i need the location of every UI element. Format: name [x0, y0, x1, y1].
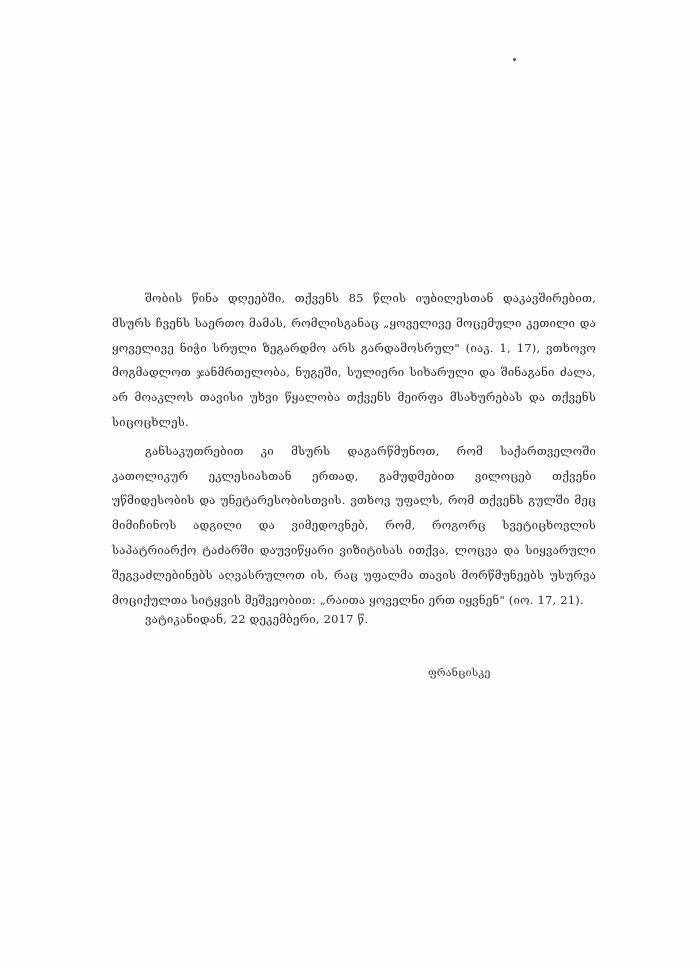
- paper-speck: [513, 58, 516, 61]
- letter-paragraph-1: შობის წინა დღეებში, თქვენს 85 წლის იუბილესთან დაკავშირებით, მსურს ჩვენს საერთო მამას, რომლისგანაც „ყოველივე მოცემული კეთილი და ყოველივე ნიჭი სრული ზეგარდმო არს გარდამოსრულ" (იაკ. 1, 17), ვთხოვო მოგმადლოთ ჯანმრთელობა, ნუგეში, სულიერი სიხარული და შინაგანი ძალა, არ მოაკლოს თავისი უხვი წყალობა თქვენს მეირფა მსახურებას და თქვენს სიცოცხლეს.: [112, 291, 596, 429]
- letter-signature: ფრანცისკე: [428, 667, 491, 679]
- letter-paragraph-2: განსაკუთრებით კი მსურს დაგარწმუნოთ, რომ საქართველოში კათოლიკურ ეკლესიასთან ერთად, გამუდმებით ვილოცებ თქვენი უწმიდესობის და უნეტარესობისთვის. ვთხოვ უფალს, რომ თქვენს გულში მეც მიმიჩინოს ადგილი და ვიმედოვნებ, რომ, როგორც სვეტიცხოვლის საპატრიარქო ტაძარში დაუვიწყარი ვიზიტისას ითქვა, ლოცვა და სიყვარული შეგვაძლებინებს აღვასრულოთ ის, რაც უფალმა თავის მორწმუნეებს უსურვა მოციქულთა სიტყვის მეშვეობით: „რაითა ყოველნი ერთ იყვნენ" (იო. 17, 21).: [112, 443, 596, 607]
- letter-body: [112, 286, 596, 612]
- letter-dateline: ვატიკანიდან, 22 დეკემბერი, 2017 წ.: [145, 612, 369, 626]
